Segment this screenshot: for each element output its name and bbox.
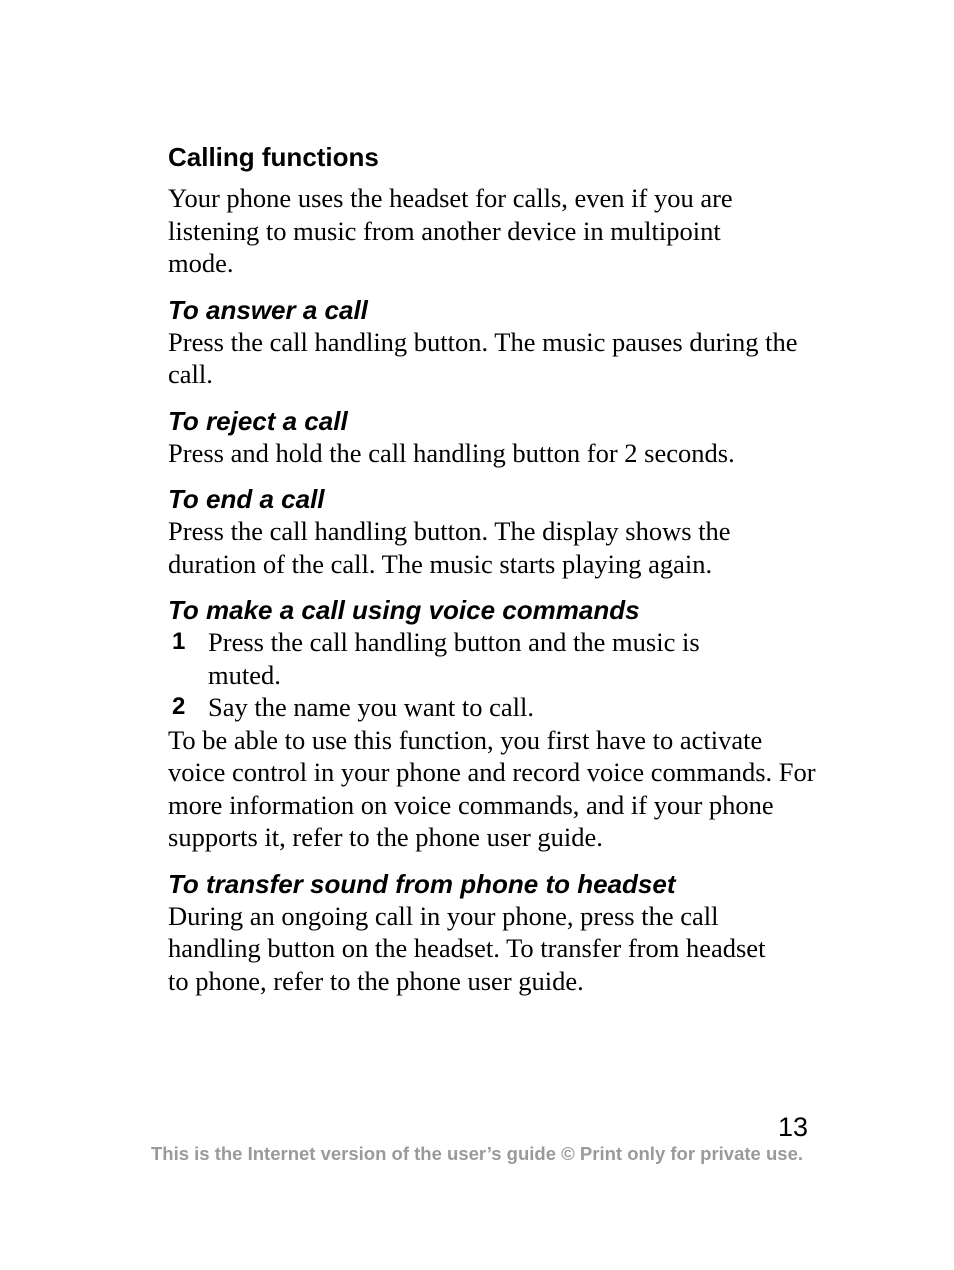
transfer-sound-text: During an ongoing call in your phone, press the call handling button on the headset. To transfer from headset to phone, refer to the phone user guide. (168, 900, 766, 996)
step-text: Say the name you want to call. (208, 692, 535, 722)
section-intro: Your phone uses the headset for calls, even if you are listening to music from another device in multipoint mode. (168, 183, 733, 278)
section-title: Calling functions (168, 142, 379, 172)
answer-call-text: Press the call handling button. The music pauses during the call. (168, 326, 798, 389)
reject-call-text: Press and hold the call handling button for 2 seconds. (168, 437, 735, 468)
step-text: Press the call handling button and the music is muted. (208, 627, 700, 690)
end-call-heading: To end a call (168, 484, 325, 514)
voice-call-steps (168, 626, 818, 724)
list-item (168, 626, 818, 691)
answer-call-heading: To answer a call (168, 294, 368, 325)
transfer-sound-heading: To transfer sound from phone to headset (168, 868, 676, 899)
list-item (168, 691, 818, 724)
step-number: 1 (172, 628, 186, 655)
page-number: 13 (777, 1112, 808, 1142)
footer-note: This is the Internet version of the user’s guide © Print only for private use. (150, 1143, 803, 1164)
voice-call-heading: To make a call using voice commands (168, 595, 640, 625)
end-call-text: Press the call handling button. The display shows the duration of the call. The music starts playing again. (168, 516, 731, 579)
step-number: 2 (172, 693, 186, 720)
reject-call-heading: To reject a call (168, 405, 348, 436)
voice-call-note: To be able to use this function, you first have to activate voice control in your phone and record voice commands. For more information on voice commands, and if your phone supports it, refer to the phone user guide. (168, 724, 816, 852)
document-page (168, 140, 818, 997)
